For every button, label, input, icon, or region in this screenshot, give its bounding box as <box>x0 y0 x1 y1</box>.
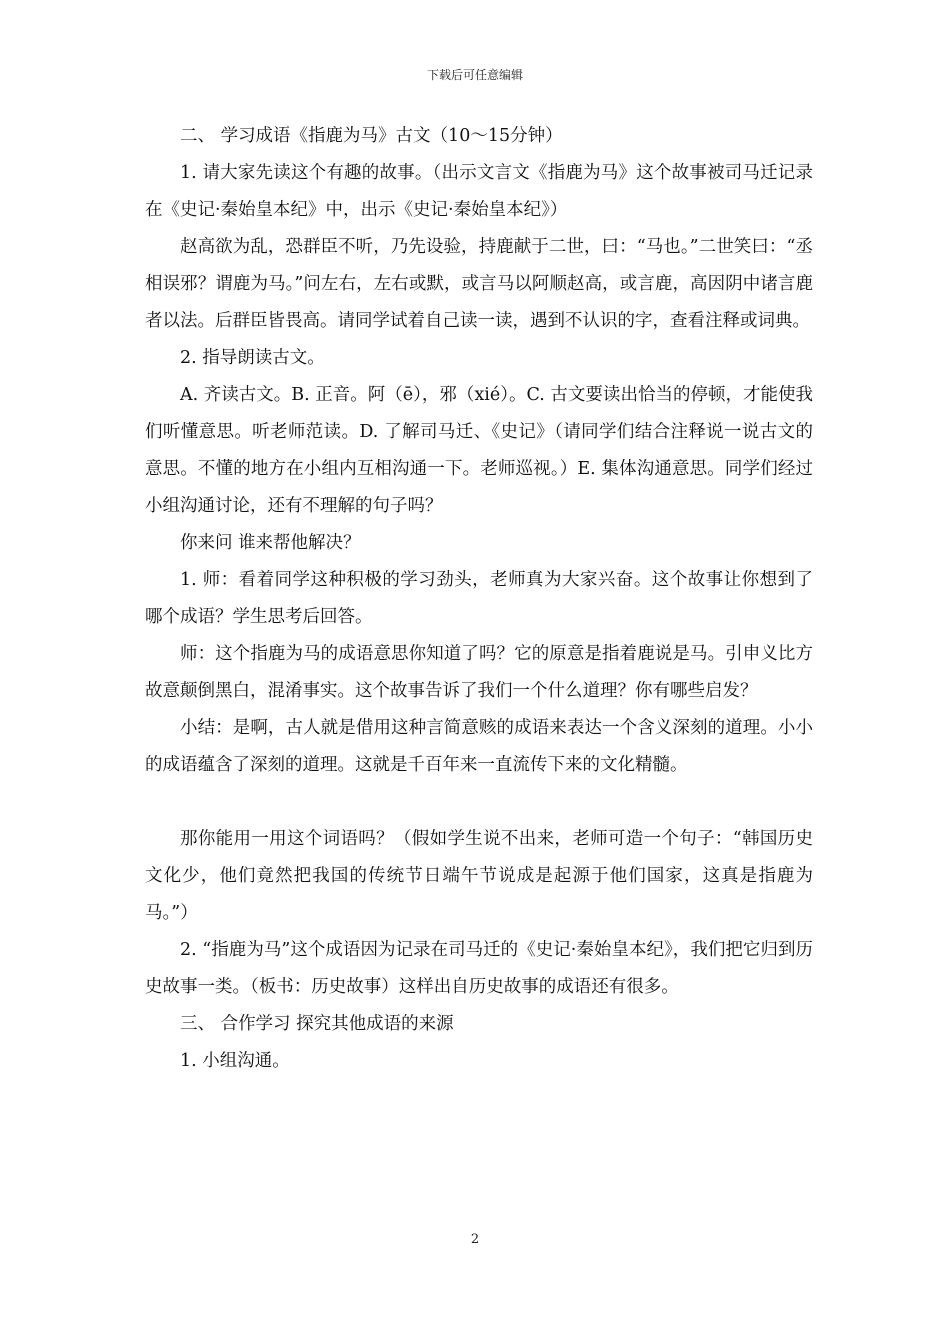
paragraph: 那你能用一用这个词语吗？（假如学生说不出来，老师可造一个句子：“韩国历史文化少，他们竟然把我国的传统节日端午节说成是起源于他们国家，这真是指鹿为马。”） <box>145 829 813 923</box>
paragraph: 1. 请大家先读这个有趣的故事。（出示文言文《指鹿为马》这个故事被司马迁记录在《史记·秦始皇本纪》中，出示《史记·秦始皇本纪》） <box>145 163 813 220</box>
paragraph: 2. “指鹿为马”这个成语因为记录在司马迁的《史记·秦始皇本纪》，我们把它归到历史故事一类。（板书：历史故事）这样出自历史故事的成语还有很多。 <box>145 940 813 997</box>
summary-paragraph: 小结：是啊，古人就是借用这种言简意赅的成语来表达一个含义深刻的道理。小小的成语蕴含了深刻的道理。这就是千百年来一直流传下来的文化精髓。 <box>145 718 813 775</box>
page-header: 下载后可任意编辑 <box>426 68 523 82</box>
paragraph: 1. 师：看着同学这种积极的学习劲头，老师真为大家兴奋。这个故事让你想到了哪个成语？学生思考后回答。 <box>145 570 813 627</box>
section-heading-three: 三、 合作学习 探究其他成语的来源 <box>180 1014 454 1034</box>
section-heading-two: 二、 学习成语《指鹿为马》古文（10～15分钟） <box>180 126 563 146</box>
document-body <box>145 118 813 1080</box>
paragraph: 1. 小组沟通。 <box>180 1051 290 1071</box>
blank-line <box>145 784 813 821</box>
paragraph: 你来问 谁来帮他解决？ <box>180 533 361 553</box>
paragraph: A. 齐读古文。B. 正音。阿（ē），邪（xié）。C. 古文要读出恰当的停顿，才能使我们听懂意思。听老师范读。D. 了解司马迁、《史记》（请同学们结合注释说一说古文的意思。不懂的地方在小组内互相沟通一下。老师巡视。）E. 集体沟通意思。同学们经过小组沟通讨论，还有不理解的句子吗？ <box>145 385 813 516</box>
paragraph: 师：这个指鹿为马的成语意思你知道了吗？它的原意是指着鹿说是马。引申义比方故意颠倒黑白，混淆事实。这个故事告诉了我们一个什么道理？你有哪些启发？ <box>145 644 813 701</box>
classical-text-paragraph: 赵高欲为乱，恐群臣不听，乃先设验，持鹿献于二世，曰：“马也。”二世笑曰：“丞相误邪？谓鹿为马。”问左右，左右或默，或言马以阿顺赵高，或言鹿，高因阴中诸言鹿者以法。后群臣皆畏高。请同学试着自己读一读，遇到不认识的字，查看注释或词典。 <box>145 237 813 331</box>
paragraph: 2. 指导朗读古文。 <box>180 348 325 368</box>
page-number: 2 <box>470 1232 480 1247</box>
